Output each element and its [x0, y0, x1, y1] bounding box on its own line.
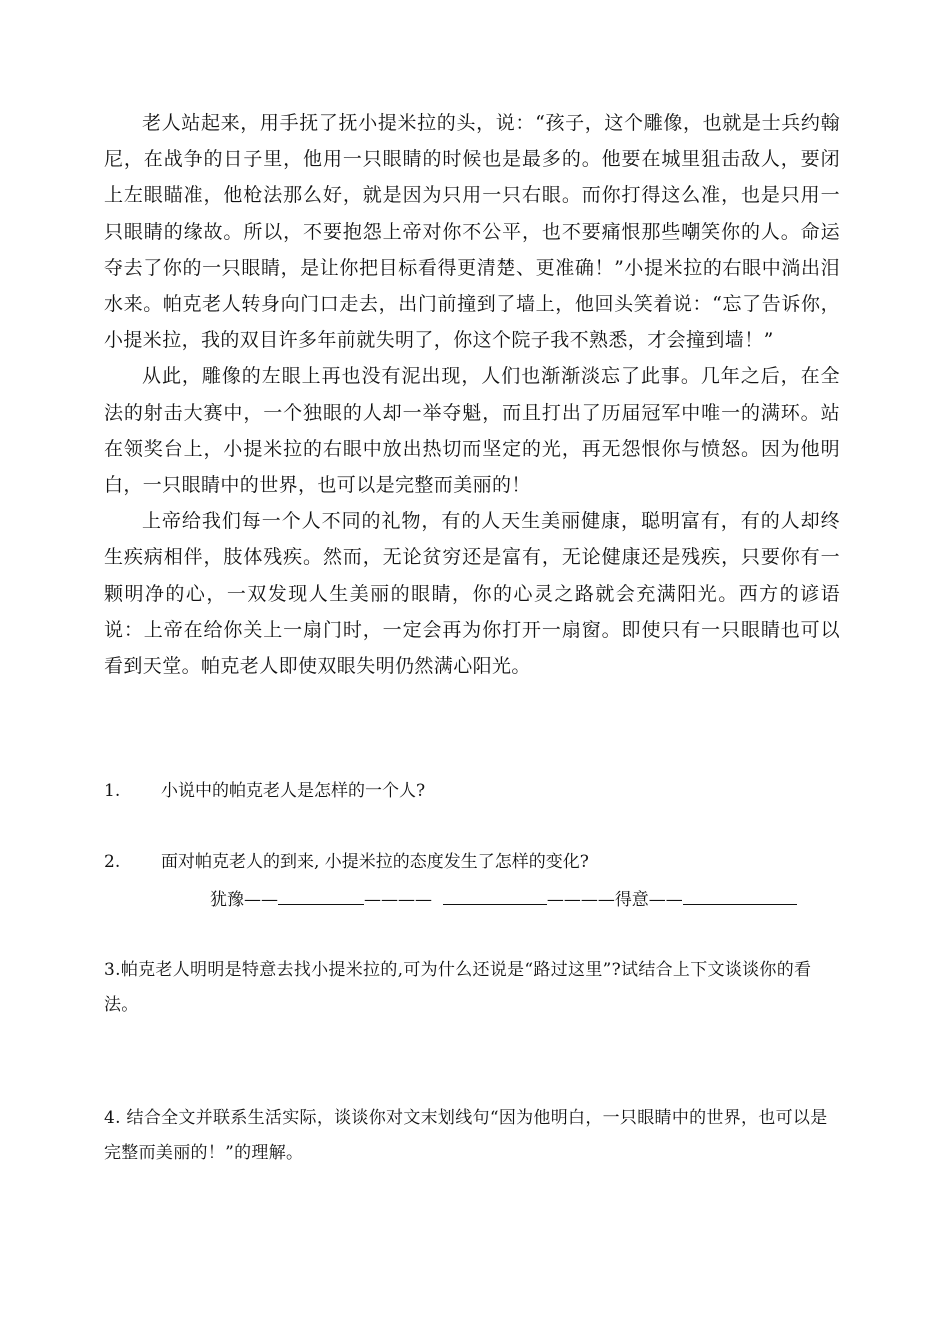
- passage-paragraph-3: 上帝给我们每一个人不同的礼物，有的人天生美丽健康，聪明富有，有的人却终生疾病相伴，肢体残疾。然而，无论贫穷还是富有，无论健康还是残疾，只要你有一颗明净的心，一双发现人生美丽的眼睛，你的心灵之路就会充满阳光。西方的谚语说：上帝在给你关上一扇门时，一定会再为你打开一扇窗。即使只有一只眼睛也可以看到天堂。帕克老人即使双眼失明仍然满心阳光。: [104, 510, 840, 678]
- question-1: [104, 776, 425, 806]
- chain-separator-2: ————得意——: [546, 890, 683, 910]
- question-1-number: 1.: [104, 781, 121, 801]
- question-2: [104, 847, 589, 877]
- passage-paragraph-2: 从此，雕像的左眼上再也没有泥出现，人们也渐渐淡忘了此事。几年之后，在全法的射击大赛中，一个独眼的人却一举夺魁，而且打出了历届冠军中唯一的满环。站在领奖台上，小提米拉的右眼中放出热切而坚定的光，再无怨恨你与愤怒。因为他明白，一只眼睛中的世界，也可以是完整而美丽的！: [104, 365, 840, 497]
- passage-paragraph-1: 老人站起来，用手抚了抚小提米拉的头，说：“孩子，这个雕像，也就是士兵约翰尼，在战争的日子里，他用一只眼睛的时候也是最多的。他要在城里狙击敌人，要闭上左眼瞄准，他枪法那么好，就是因为只用一只右眼。而你打得这么准，也是只用一只眼睛的缘故。所以，不要抱怨上帝对你不公平，也不要痛恨那些嘲笑你的人。命运夺去了你的一只眼睛，是让你把目标看得更清楚、更准确！”小提米拉的右眼中淌出泪水来。帕克老人转身向门口走去，出门前撞到了墙上，他回头笑着说：“忘了告诉你，小提米拉，我的双目许多年前就失明了，你这个院子我不熟悉，才会撞到墙！”: [104, 112, 840, 352]
- chain-start-label: 犹豫——: [210, 890, 278, 910]
- question-2-text: 面对帕克老人的到来, 小提米拉的态度发生了怎样的变化?: [161, 852, 589, 872]
- attitude-change-chain: [210, 885, 797, 915]
- document-page: [104, 105, 840, 1163]
- question-3: 3.帕克老人明明是特意去找小提米拉的,可为什么还说是“路过这里”?试结合上下文谈谈你的看法。: [104, 960, 812, 1015]
- answer-blank-2[interactable]: [443, 886, 547, 905]
- question-2-number: 2.: [104, 852, 121, 872]
- chain-separator-1: ————: [364, 890, 432, 910]
- answer-blank-1[interactable]: [278, 886, 364, 905]
- answer-blank-3[interactable]: [683, 886, 797, 905]
- question-1-text: 小说中的帕克老人是怎样的一个人?: [161, 781, 426, 801]
- question-4: 4. 结合全文并联系生活实际，谈谈你对文末划线句“因为他明白，一只眼睛中的世界，也可以是完整而美丽的！”的理解。: [104, 1108, 828, 1163]
